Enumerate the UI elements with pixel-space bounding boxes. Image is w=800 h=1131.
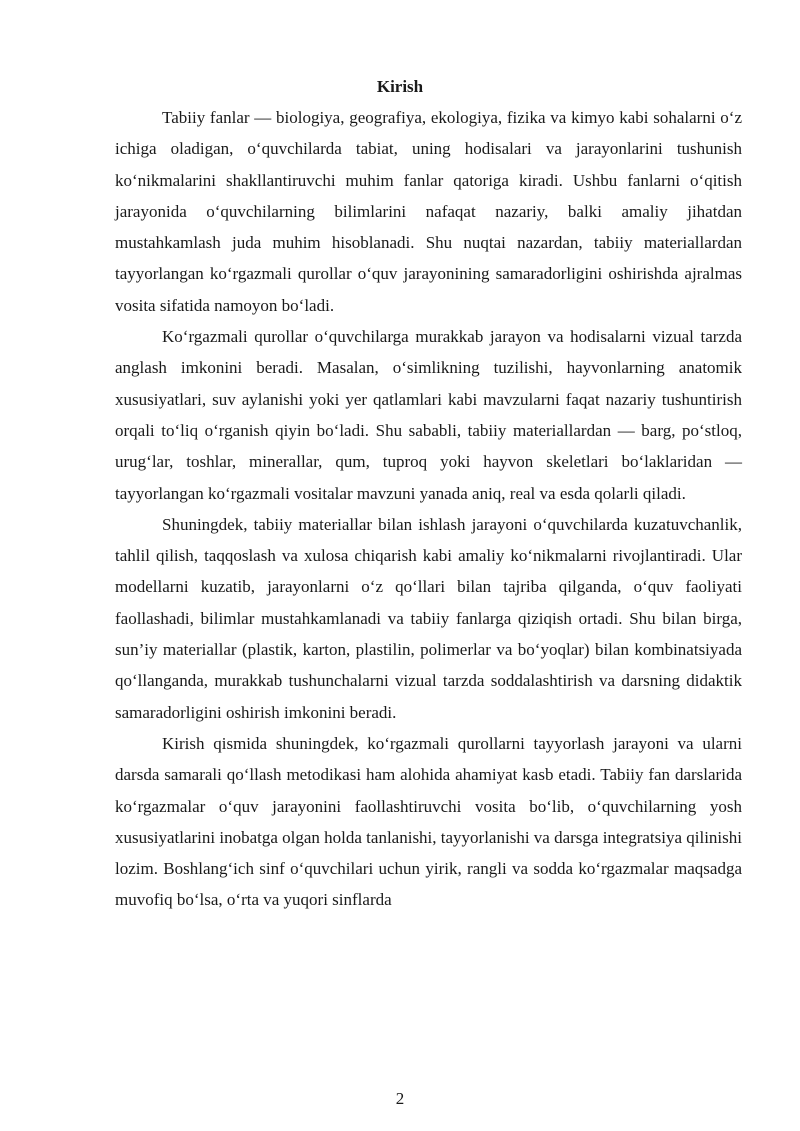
paragraph-2: Ko‘rgazmali qurollar o‘quvchilarga murakkab jarayon va hodisalarni vizual tarzda anglash imkonini beradi. Masalan, o‘simlikning tuzilishi, hayvonlarning anatomik xususiyatlari, suv aylanishi yoki yer qatlamlari kabi mavzularni faqat nazariy tushuntirish orqali to‘liq o‘rganish qiyin bo‘ladi. Shu sababli, tabiiy materiallardan — barg, po‘stloq, urug‘lar, toshlar, minerallar, qum, tuproq yoki hayvon skeletlari bo‘laklaridan — tayyorlangan ko‘rgazmali vositalar mavzuni yanada aniq, real va esda qolarli qiladi. (115, 327, 742, 503)
paragraph-3: Shuningdek, tabiiy materiallar bilan ishlash jarayoni o‘quvchilarda kuzatuvchanlik, tahlil qilish, taqqoslash va xulosa chiqarish kabi amaliy ko‘nikmalarni rivojlantiradi. Ular modellarni kuzatib, jarayonlarni o‘z qo‘llari bilan tajriba qilganda, o‘quv faoliyati faollashadi, bilimlar mustahkamlanadi va tabiiy fanlarga qiziqish ortadi. Shu bilan birga, sun’iy materiallar (plastik, karton, plastilin, polimerlar va bo‘yoqlar) bilan kombinatsiyada qo‘llanganda, murakkab tushunchalarni vizual tarzda soddalashtirish va darsning didaktik samaradorligini oshirish imkonini beradi. (115, 514, 742, 722)
document-body (115, 102, 742, 916)
page-number: 2 (395, 1089, 405, 1108)
paragraph-4: Kirish qismida shuningdek, ko‘rgazmali qurollarni tayyorlash jarayoni va ularni darsda samarali qo‘llash metodikasi ham alohida ahamiyat kasb etadi. Tabiiy fan darslarida ko‘rgazmalar o‘quv jarayonini faollashtiruvchi vosita bo‘lib, o‘quvchilarning yosh xususiyatlarini inobatga olgan holda tanlanishi, tayyorlanishi va darsga integratsiya qilinishi lozim. Boshlang‘ich sinf o‘quvchilari uchun yirik, rangli va sodda ko‘rgazmalar maqsadga muvofiq bo‘lsa, o‘rta va yuqori sinflarda (115, 733, 742, 910)
paragraph-1: Tabiiy fanlar — biologiya, geografiya, ekologiya, fizika va kimyo kabi sohalarni o‘z ichiga oladigan, o‘quvchilarda tabiat, uning hodisalari va jarayonlarini tushunish ko‘nikmalarini shakllantiruvchi muhim fanlar qatoriga kiradi. Ushbu fanlarni o‘qitish jarayonida o‘quvchilarning bilimlarini nafaqat nazariy, balki amaliy jihatdan mustahkamlash juda muhim hisoblanadi. Shu nuqtai nazardan, tabiiy materiallardan tayyorlangan ko‘rgazmali qurollar o‘quv jarayonining samaradorligini oshirishda ajralmas vosita sifatida namoyon bo‘ladi. (115, 108, 742, 315)
page-title: Kirish (376, 77, 424, 96)
